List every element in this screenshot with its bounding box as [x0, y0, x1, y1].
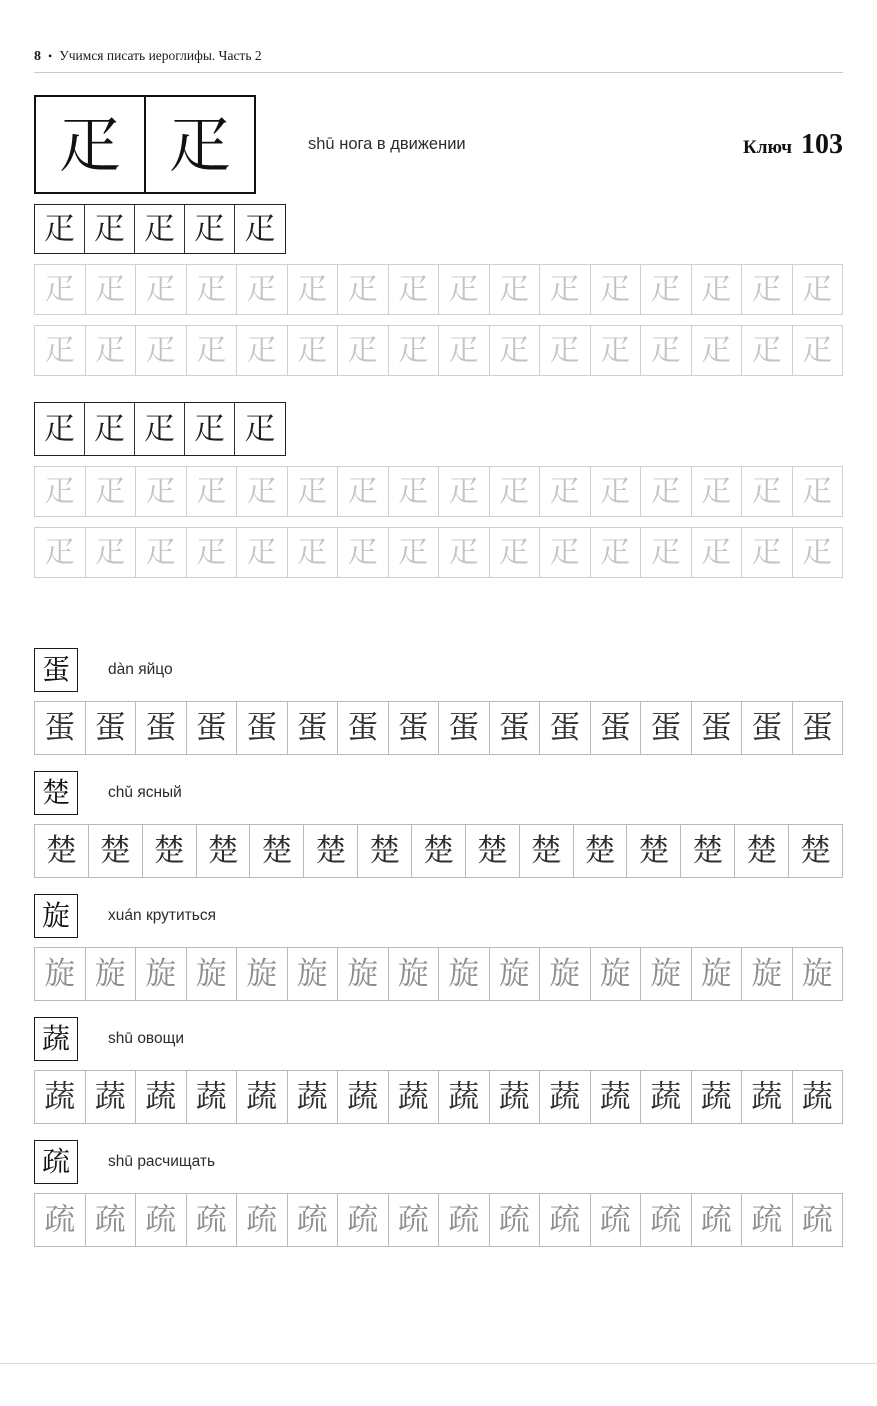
stroke-cell: 疋	[185, 205, 235, 253]
practice-cell: 疋	[389, 467, 440, 516]
practice-cell: 蛋	[187, 702, 238, 754]
key-label	[743, 129, 843, 161]
practice-cell: 疋	[136, 265, 187, 314]
practice-cell: 疋	[86, 467, 137, 516]
practice-cell: 疋	[591, 528, 642, 577]
character-pinyin: dàn	[108, 661, 134, 678]
practice-row-2a	[34, 466, 843, 517]
practice-cell: 蔬	[742, 1071, 793, 1123]
practice-cell: 楚	[520, 825, 574, 877]
stroke-cell: 疋	[85, 205, 135, 253]
practice-cell: 蛋	[742, 702, 793, 754]
practice-cell: 旋	[35, 948, 86, 1000]
practice-cell: 疏	[288, 1194, 339, 1246]
header-separator: •	[48, 49, 53, 63]
practice-cell: 疋	[692, 528, 743, 577]
practice-cell: 楚	[35, 825, 89, 877]
practice-cell: 楚	[89, 825, 143, 877]
practice-cell: 蛋	[288, 702, 339, 754]
practice-cell: 疋	[288, 326, 339, 375]
practice-cell: 疋	[802, 271, 833, 307]
practice-cell: 疋	[288, 467, 339, 516]
stroke-order-block-2	[34, 402, 843, 456]
practice-cell: 楚	[412, 825, 466, 877]
page-number: 8	[34, 49, 41, 64]
practice-cell: 楚	[197, 825, 251, 877]
practice-cell: 蛋	[591, 702, 642, 754]
character-practice-row-xuan	[34, 947, 843, 1001]
character-pinyin: chǔ	[108, 784, 133, 801]
stroke-order-row-2	[34, 402, 286, 456]
practice-cell: 蛋	[389, 702, 440, 754]
practice-cell: 疋	[641, 326, 692, 375]
character-header-shu-clear	[34, 1140, 843, 1184]
practice-cell: 疋	[136, 326, 187, 375]
practice-cell: 楚	[304, 825, 358, 877]
practice-cell: 疏	[338, 1194, 389, 1246]
stroke-cell: 疋	[35, 403, 85, 455]
practice-cell: 疋	[439, 265, 490, 314]
character-header-chu	[34, 771, 843, 815]
practice-cell: 疋	[802, 534, 833, 570]
key-display-box	[34, 95, 256, 194]
practice-cell: 蛋	[136, 702, 187, 754]
practice-cell: 楚	[143, 825, 197, 877]
practice-cell: 蔬	[389, 1071, 440, 1123]
practice-cell: 疋	[490, 265, 541, 314]
footer-divider	[0, 1363, 877, 1364]
stroke-cell: 疋	[35, 205, 85, 253]
practice-cell: 疋	[237, 326, 288, 375]
practice-cell: 旋	[801, 955, 833, 992]
key-glyph-handwritten: 疋	[144, 97, 254, 192]
key-label-number: 103	[801, 128, 843, 160]
practice-cell: 蛋	[540, 702, 591, 754]
practice-cell: 旋	[439, 948, 490, 1000]
character-meaning: овощи	[137, 1030, 185, 1047]
character-glyph-box: 旋	[34, 894, 78, 938]
practice-cell: 疋	[288, 528, 339, 577]
practice-cell: 疋	[35, 265, 86, 314]
practice-cell: 蔬	[136, 1071, 187, 1123]
key-glyph-printed: 疋	[58, 107, 121, 181]
practice-cell: 蔬	[692, 1071, 743, 1123]
practice-cell: 旋	[742, 948, 793, 1000]
practice-cell: 旋	[591, 948, 642, 1000]
practice-cell: 疏	[591, 1194, 642, 1246]
key-reading	[308, 135, 466, 154]
practice-cell: 疏	[490, 1194, 541, 1246]
practice-cell: 疏	[801, 1201, 833, 1238]
practice-cell: 疋	[338, 265, 389, 314]
practice-cell: 疋	[439, 326, 490, 375]
practice-cell: 疋	[742, 528, 793, 577]
page-title: Учимся писать иероглифы. Часть 2	[59, 48, 262, 63]
practice-cell: 蔬	[490, 1071, 541, 1123]
practice-cell: 疋	[136, 528, 187, 577]
character-practice-row-shu-vegetable	[34, 1070, 843, 1124]
practice-cell: 蔬	[35, 1071, 86, 1123]
practice-cell: 蔬	[187, 1071, 238, 1123]
character-glyph-box: 蛋	[34, 648, 78, 692]
practice-cell: 疋	[742, 326, 793, 375]
practice-cell: 疋	[591, 265, 642, 314]
character-pinyin: shū	[108, 1153, 133, 1170]
practice-row-1b	[34, 325, 843, 376]
practice-cell: 疏	[540, 1194, 591, 1246]
practice-grid	[34, 325, 843, 376]
practice-cell: 蛋	[35, 702, 86, 754]
practice-cell: 疋	[136, 467, 187, 516]
practice-cell: 蛋	[692, 702, 743, 754]
practice-cell: 疋	[692, 265, 743, 314]
practice-cell: 蛋	[641, 702, 692, 754]
practice-cell: 旋	[136, 948, 187, 1000]
character-meaning: яйцо	[138, 661, 173, 678]
practice-cell: 旋	[692, 948, 743, 1000]
stroke-cell: 疋	[135, 403, 185, 455]
practice-cell: 疋	[439, 467, 490, 516]
practice-cell: 疋	[540, 326, 591, 375]
character-reading	[108, 661, 173, 679]
stroke-cell: 疋	[135, 205, 185, 253]
stroke-cell: 疋	[185, 403, 235, 455]
practice-cell: 疋	[540, 265, 591, 314]
practice-cell: 旋	[389, 948, 440, 1000]
practice-cell: 疋	[35, 326, 86, 375]
practice-cell: 蔬	[86, 1071, 137, 1123]
practice-cell: 疋	[288, 265, 339, 314]
practice-cell: 旋	[288, 948, 339, 1000]
character-header-xuan	[34, 894, 843, 938]
practice-cell: 蔬	[641, 1071, 692, 1123]
character-practice-row-dan	[34, 701, 843, 755]
practice-cell: 蛋	[439, 702, 490, 754]
practice-cell: 蛋	[801, 709, 833, 746]
practice-grid	[34, 264, 843, 315]
character-meaning: крутиться	[145, 907, 216, 924]
practice-cell: 疋	[490, 528, 541, 577]
character-practice-row-chu	[34, 824, 843, 878]
character-glyph-box: 疏	[34, 1140, 78, 1184]
practice-cell: 疋	[389, 326, 440, 375]
practice-cell: 疏	[136, 1194, 187, 1246]
practice-cell: 蔬	[288, 1071, 339, 1123]
key-pinyin: shū	[308, 135, 335, 153]
practice-cell: 旋	[338, 948, 389, 1000]
practice-cell: 蛋	[237, 702, 288, 754]
practice-cell: 蛋	[490, 702, 541, 754]
practice-cell: 疏	[237, 1194, 288, 1246]
practice-cell: 蛋	[338, 702, 389, 754]
character-reading	[108, 907, 216, 925]
practice-cell: 疋	[540, 467, 591, 516]
key-label-word: Ключ	[743, 136, 792, 158]
practice-cell: 楚	[574, 825, 628, 877]
character-pinyin: xuán	[108, 907, 142, 924]
practice-cell: 疏	[742, 1194, 793, 1246]
practice-cell: 疋	[237, 265, 288, 314]
practice-cell: 疋	[490, 326, 541, 375]
practice-cell: 疋	[641, 265, 692, 314]
character-reading	[108, 1153, 215, 1171]
practice-cell: 疋	[35, 528, 86, 577]
practice-cell: 楚	[799, 832, 831, 869]
practice-cell: 楚	[627, 825, 681, 877]
practice-cell: 疋	[591, 467, 642, 516]
stroke-order-row-1	[34, 204, 286, 254]
practice-cell: 疋	[338, 467, 389, 516]
character-reading	[108, 1030, 184, 1048]
practice-cell: 疋	[490, 467, 541, 516]
practice-cell: 疋	[338, 326, 389, 375]
practice-grid	[34, 466, 843, 517]
section-spacer	[34, 578, 843, 632]
practice-cell: 疋	[86, 326, 137, 375]
page-header	[34, 48, 843, 73]
practice-cell: 旋	[187, 948, 238, 1000]
practice-cell: 疏	[187, 1194, 238, 1246]
character-meaning: расчищать	[137, 1153, 216, 1170]
practice-cell: 楚	[358, 825, 412, 877]
practice-cell: 疋	[187, 265, 238, 314]
practice-cell: 疋	[591, 326, 642, 375]
practice-cell: 蛋	[86, 702, 137, 754]
stroke-cell: 疋	[85, 403, 135, 455]
character-meaning: ясный	[137, 784, 182, 801]
practice-cell: 疋	[802, 473, 833, 509]
practice-cell: 蔬	[591, 1071, 642, 1123]
practice-cell: 疋	[389, 265, 440, 314]
character-practice-row-shu-clear	[34, 1193, 843, 1247]
key-header	[34, 95, 843, 194]
practice-cell: 疋	[742, 467, 793, 516]
practice-cell: 疋	[692, 326, 743, 375]
stroke-cell: 疋	[244, 410, 276, 447]
practice-cell: 蔬	[237, 1071, 288, 1123]
practice-cell: 楚	[681, 825, 735, 877]
practice-cell: 疋	[742, 265, 793, 314]
practice-cell: 旋	[86, 948, 137, 1000]
practice-cell: 疋	[35, 467, 86, 516]
practice-cell: 蔬	[338, 1071, 389, 1123]
character-glyph-box: 蔬	[34, 1017, 78, 1061]
practice-cell: 疋	[86, 528, 137, 577]
character-glyph-box: 楚	[34, 771, 78, 815]
practice-cell: 旋	[641, 948, 692, 1000]
practice-cell: 疋	[187, 467, 238, 516]
character-header-shu-vegetable	[34, 1017, 843, 1061]
practice-cell: 疋	[641, 528, 692, 577]
practice-cell: 疏	[35, 1194, 86, 1246]
practice-cell: 楚	[250, 825, 304, 877]
practice-cell: 蔬	[801, 1078, 833, 1115]
practice-cell: 疋	[641, 467, 692, 516]
practice-cell: 疋	[86, 265, 137, 314]
practice-cell: 疋	[389, 528, 440, 577]
stroke-order-block-1	[34, 204, 843, 254]
practice-cell: 疋	[237, 467, 288, 516]
practice-cell: 蔬	[439, 1071, 490, 1123]
practice-cell: 疋	[439, 528, 490, 577]
practice-cell: 疋	[237, 528, 288, 577]
practice-cell: 疏	[389, 1194, 440, 1246]
practice-cell: 旋	[540, 948, 591, 1000]
practice-cell: 疋	[802, 332, 833, 368]
practice-cell: 楚	[735, 825, 789, 877]
character-reading	[108, 784, 182, 802]
practice-grid	[34, 527, 843, 578]
practice-cell: 疏	[641, 1194, 692, 1246]
practice-cell: 旋	[490, 948, 541, 1000]
practice-cell: 楚	[466, 825, 520, 877]
practice-cell: 疋	[540, 528, 591, 577]
practice-cell: 疏	[439, 1194, 490, 1246]
practice-cell: 疋	[692, 467, 743, 516]
practice-cell: 旋	[237, 948, 288, 1000]
practice-cell: 疏	[692, 1194, 743, 1246]
practice-cell: 疋	[338, 528, 389, 577]
practice-cell: 疋	[187, 326, 238, 375]
practice-cell: 疋	[187, 528, 238, 577]
character-pinyin: shū	[108, 1030, 133, 1047]
stroke-cell: 疋	[244, 210, 276, 247]
practice-row-1a	[34, 264, 843, 315]
character-header-dan	[34, 648, 843, 692]
key-meaning: нога в движении	[339, 135, 466, 153]
practice-cell: 蔬	[540, 1071, 591, 1123]
practice-row-2b	[34, 527, 843, 578]
practice-cell: 疏	[86, 1194, 137, 1246]
